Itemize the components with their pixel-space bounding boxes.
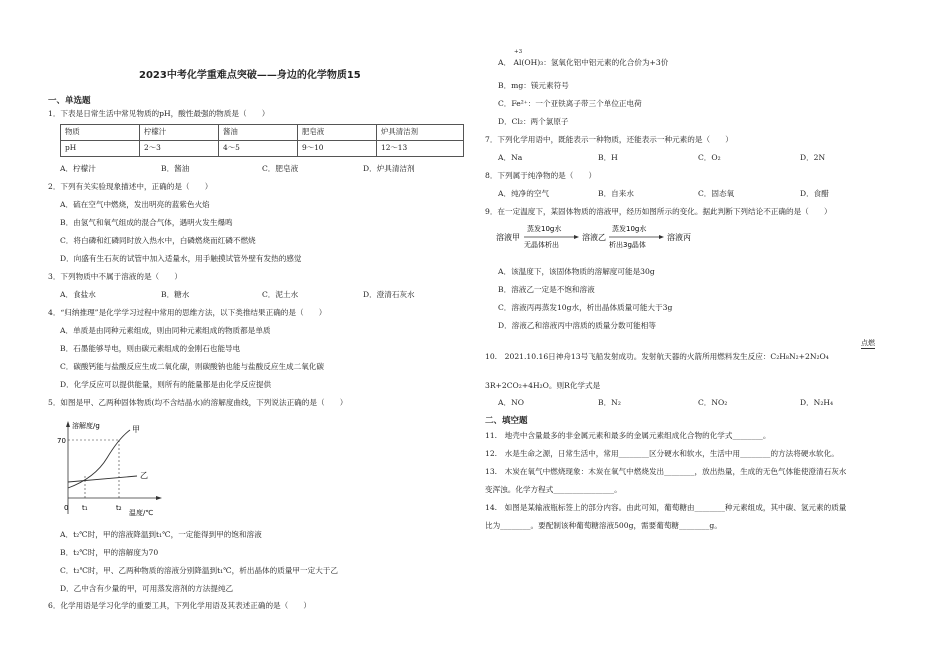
q3-option-c[interactable]: C．泥土水: [262, 290, 299, 299]
q8-option-d[interactable]: D．食醋: [800, 189, 829, 198]
question-2-stem: 2．下列有关实验现象描述中，正确的是（ ）: [48, 182, 213, 191]
q3-option-a[interactable]: A．食盐水: [60, 290, 96, 299]
arrowhead-2: [659, 235, 664, 239]
arrowhead-1: [574, 235, 579, 239]
question-13-line2: 变浑浊。化学方程式________________。: [485, 485, 622, 494]
x-axis-label: 温度/℃: [129, 509, 154, 517]
valence-superscript: +3: [514, 49, 523, 55]
question-8-stem: 8．下列属于纯净物的是（ ）: [485, 171, 597, 180]
y-axis-arrow: [66, 421, 70, 427]
curve-yi: [68, 476, 137, 482]
q9-option-d[interactable]: D．溶液乙和溶液丙中溶质的质量分数可能相等: [498, 321, 656, 330]
page-title: 2023中考化学重难点突破——身边的化学物质15: [139, 70, 361, 81]
x-tick-t2: t₂: [116, 504, 122, 512]
table-cell: 物质: [61, 125, 140, 141]
q1-option-c[interactable]: C．肥皂液: [262, 164, 299, 173]
table-cell: 肥皂液: [298, 125, 377, 141]
q1-option-a[interactable]: A．柠檬汁: [60, 164, 96, 173]
table-cell: 4～5: [219, 141, 298, 157]
ph-table: [60, 124, 464, 157]
question-1-stem: 1．下表是日常生活中常见物质的pH，酸性最强的物质是（ ）: [48, 109, 270, 118]
q10-option-a[interactable]: A．NO: [498, 398, 524, 407]
label-jia: 甲: [132, 425, 140, 434]
question-5-stem: 5．如图是甲、乙两种固体物质(均不含结晶水)的溶解度曲线，下列说法正确的是（ ）: [48, 398, 348, 407]
flow-arrow1-top: 蒸发10g水: [527, 225, 562, 233]
table-cell: 炉具清洁剂: [377, 125, 464, 141]
q8-option-c[interactable]: C．固态氧: [698, 189, 735, 198]
q5-option-b[interactable]: B．t₂℃时，甲的溶解度为70: [60, 548, 159, 557]
flow-node-jia: 溶液甲: [496, 233, 520, 242]
q5-option-c[interactable]: C．t₂℃时，甲、乙两种物质的溶液分别降温到t₁℃，析出晶体的质量甲一定大于乙: [60, 566, 338, 575]
question-14-line1: 14. 如图是某输液瓶标签上的部分内容。由此可知，葡萄糖由________种元素组成，其中碳、氢元素的质量: [485, 503, 847, 512]
q7-option-b[interactable]: B．H: [598, 153, 618, 162]
table-row: [61, 125, 464, 141]
q6-option-b[interactable]: B．mg：镁元素符号: [498, 81, 569, 90]
q4-option-a[interactable]: A．单质是由同种元素组成，则由同种元素组成的物质都是单质: [60, 326, 271, 335]
q2-option-a[interactable]: A．硫在空气中燃烧，发出明亮的蓝紫色火焰: [60, 200, 210, 209]
q7-option-c[interactable]: C．O₂: [698, 153, 721, 162]
solubility-curve-graph: [55, 418, 165, 522]
question-10-stem-cont: 3R+2CO₂+4H₂O。则R化学式是: [485, 381, 601, 390]
q8-option-a[interactable]: A．纯净的空气: [498, 189, 550, 198]
table-cell: 9～10: [298, 141, 377, 157]
q6-option-d[interactable]: D．Cl₂：两个氯原子: [498, 117, 569, 126]
q9-option-a[interactable]: A．该温度下，该固体物质的溶解度可能是30g: [498, 267, 655, 276]
section-fill-in: 二、填空题: [485, 416, 528, 426]
q9-option-b[interactable]: B．溶液乙一定是不饱和溶液: [498, 285, 595, 294]
q10-option-d[interactable]: D．N₂H₄: [800, 398, 834, 407]
flow-node-bing: 溶液丙: [667, 233, 691, 242]
q5-option-d[interactable]: D．乙中含有少量的甲，可用蒸发溶剂的方法提纯乙: [60, 584, 234, 593]
table-cell: 12～13: [377, 141, 464, 157]
question-4-stem: 4．“归纳推理”是化学学习过程中常用的思维方法，以下类推结果正确的是（ ）: [48, 308, 327, 317]
flow-node-yi: 溶液乙: [582, 233, 606, 242]
label-yi: 乙: [140, 471, 148, 480]
q7-option-d[interactable]: D．2N: [800, 153, 826, 162]
section-single-choice: 一、单选题: [48, 96, 91, 106]
flow-arrow2-top: 蒸发10g水: [612, 225, 647, 233]
question-11: 11. 地壳中含量最多的非金属元素和最多的金属元素组成化合物的化学式________。: [485, 431, 771, 440]
flow-arrow1-bottom: 无晶体析出: [524, 241, 559, 249]
q4-option-d[interactable]: D．化学反应可以提供能量，则所有的能量都是由化学反应提供: [60, 380, 272, 389]
q9-option-c[interactable]: C．溶液丙再蒸发10g水，析出晶体质量可能大于3g: [498, 303, 673, 312]
table-row: [61, 141, 464, 157]
q1-option-b[interactable]: B．酱油: [161, 164, 190, 173]
process-flow-diagram: [494, 222, 704, 252]
question-6-stem: 6．化学用语是学习化学的重要工具，下列化学用语及其表述正确的是（ ）: [48, 601, 312, 610]
q2-option-d[interactable]: D．向盛有生石灰的试管中加入适量水，用手触摸试管外壁有发热的感觉: [60, 254, 302, 263]
table-cell: 2～3: [140, 141, 219, 157]
reaction-condition: 点燃: [861, 339, 875, 349]
q4-option-c[interactable]: C．碳酸钙能与盐酸反应生成二氧化碳，则碳酸钠也能与盐酸反应生成二氧化碳: [60, 362, 324, 371]
table-cell: 柠檬汁: [140, 125, 219, 141]
question-3-stem: 3．下列物质中不属于溶液的是（ ）: [48, 272, 182, 281]
y-axis-label: 溶解度/g: [72, 422, 100, 430]
x-axis-arrow: [156, 496, 162, 500]
q10-option-b[interactable]: B．N₂: [598, 398, 621, 407]
question-13-line1: 13. 木炭在氧气中燃烧现象：木炭在氧气中燃烧发出________，放出热量，生成的无色气体能使澄清石灰水: [485, 467, 847, 476]
question-14-line2: 比为________。要配制该种葡萄糖溶液500g，需要葡萄糖________g。: [485, 521, 722, 530]
question-9-stem: 9．在一定温度下，某固体物质的溶液甲，经历如图所示的变化。据此判断下列结论不正确的是（ ）: [485, 207, 832, 216]
question-12: 12. 水是生命之源，日常生活中，常用________区分硬水和软水，生活中用________的方法将硬水软化。: [485, 449, 839, 458]
q6-option-a[interactable]: A． Al(OH)₃：氢氧化铝中铝元素的化合价为+3价: [498, 58, 669, 67]
flow-arrow2-bottom: 析出3g晶体: [609, 241, 646, 249]
question-7-stem: 7．下列化学用语中，既能表示一种物质，还能表示一种元素的是（ ）: [485, 135, 733, 144]
q3-option-b[interactable]: B．糖水: [161, 290, 190, 299]
q7-option-a[interactable]: A．Na: [498, 153, 523, 162]
q3-option-d[interactable]: D．澄清石灰水: [363, 290, 415, 299]
q8-option-b[interactable]: B．自来水: [598, 189, 634, 198]
table-cell: 酱油: [219, 125, 298, 141]
table-cell: pH: [61, 141, 140, 157]
question-10-stem: 10. 2021.10.16日神舟13号飞船发射成功。发射航天器的火箭所用燃料发生反应：C₂H₈N₂+2N₂O₄: [485, 352, 829, 361]
y-tick-70: 70: [57, 437, 66, 445]
q5-option-a[interactable]: A．t₂℃时，甲的溶液降温到t₁℃，一定能得到甲的饱和溶液: [60, 530, 262, 539]
x-tick-t1: t₁: [82, 504, 88, 512]
q4-option-b[interactable]: B．石墨能够导电，则由碳元素组成的金刚石也能导电: [60, 344, 241, 353]
q2-option-b[interactable]: B．由氢气和氧气组成的混合气体，遇明火发生爆鸣: [60, 218, 233, 227]
q10-option-c[interactable]: C．NO₂: [698, 398, 728, 407]
x-tick-0: 0: [64, 504, 69, 512]
q6-option-c[interactable]: C．Fe²⁺：一个亚铁离子带三个单位正电荷: [498, 99, 642, 108]
q1-option-d[interactable]: D．炉具清洁剂: [363, 164, 415, 173]
q2-option-c[interactable]: C．将白磷和红磷同时放入热水中，白磷燃烧而红磷不燃烧: [60, 236, 256, 245]
